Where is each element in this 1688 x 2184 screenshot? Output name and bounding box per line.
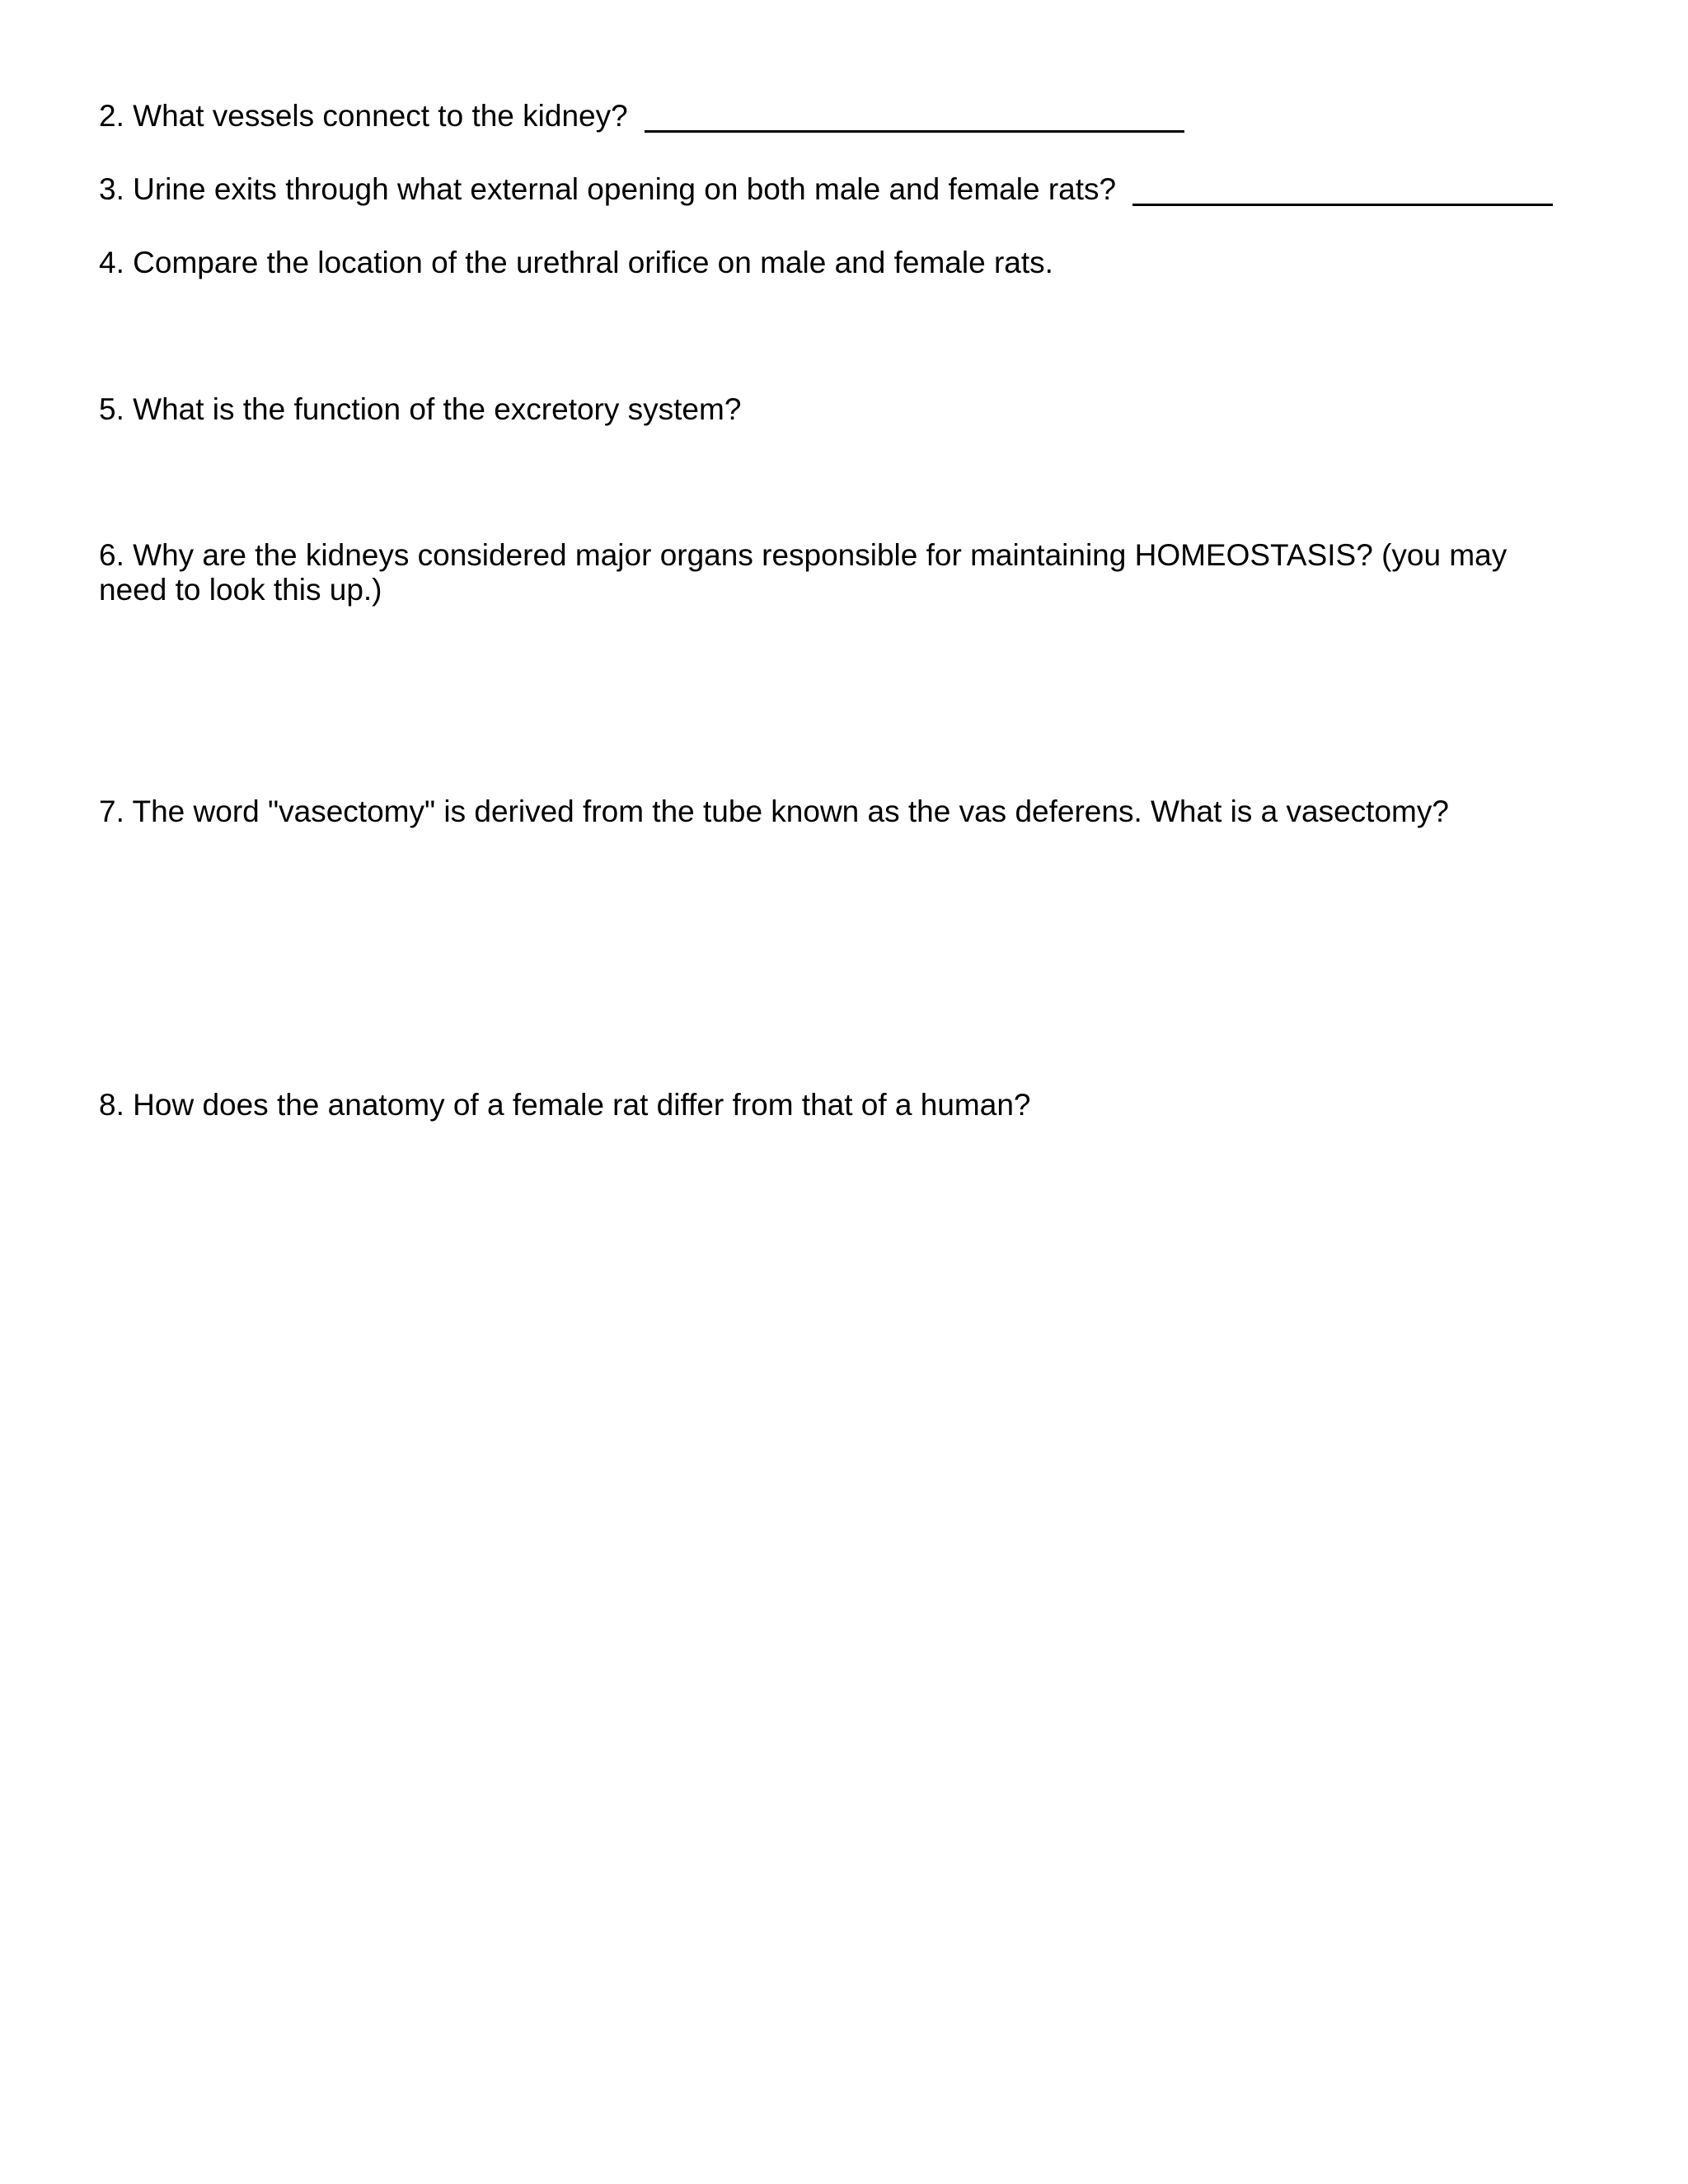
question-number: 4. <box>99 246 124 279</box>
question-text: How does the anatomy of a female rat differ from that of a human? <box>133 1088 1031 1122</box>
answer-blank-line[interactable] <box>1132 203 1553 206</box>
question-text: Urine exits through what external opening on both male and female rats? <box>133 172 1117 206</box>
question-3 <box>99 172 1582 207</box>
question-4 <box>99 246 1582 280</box>
question-number: 7. <box>99 794 124 828</box>
question-2 <box>99 99 1582 134</box>
question-number: 2. <box>99 99 124 133</box>
question-text: What is the function of the excretory system? <box>133 392 742 426</box>
question-number: 5. <box>99 392 124 426</box>
question-8 <box>99 1088 1582 1122</box>
question-text: Why are the kidneys considered major organs responsible for maintaining HOMEOSTASIS? (you may need to look this up.) <box>99 538 1507 607</box>
question-number: 8. <box>99 1088 124 1122</box>
answer-blank-line[interactable] <box>645 129 1184 133</box>
question-5 <box>99 392 1582 427</box>
question-number: 3. <box>99 172 124 206</box>
question-text: Compare the location of the urethral orifice on male and female rats. <box>133 246 1053 279</box>
question-number: 6. <box>99 538 124 572</box>
question-text: What vessels connect to the kidney? <box>133 99 628 133</box>
question-text: The word "vasectomy" is derived from the tube known as the vas deferens. What is a vasectomy? <box>132 794 1449 828</box>
question-6 <box>99 538 1582 607</box>
question-7 <box>99 794 1582 829</box>
